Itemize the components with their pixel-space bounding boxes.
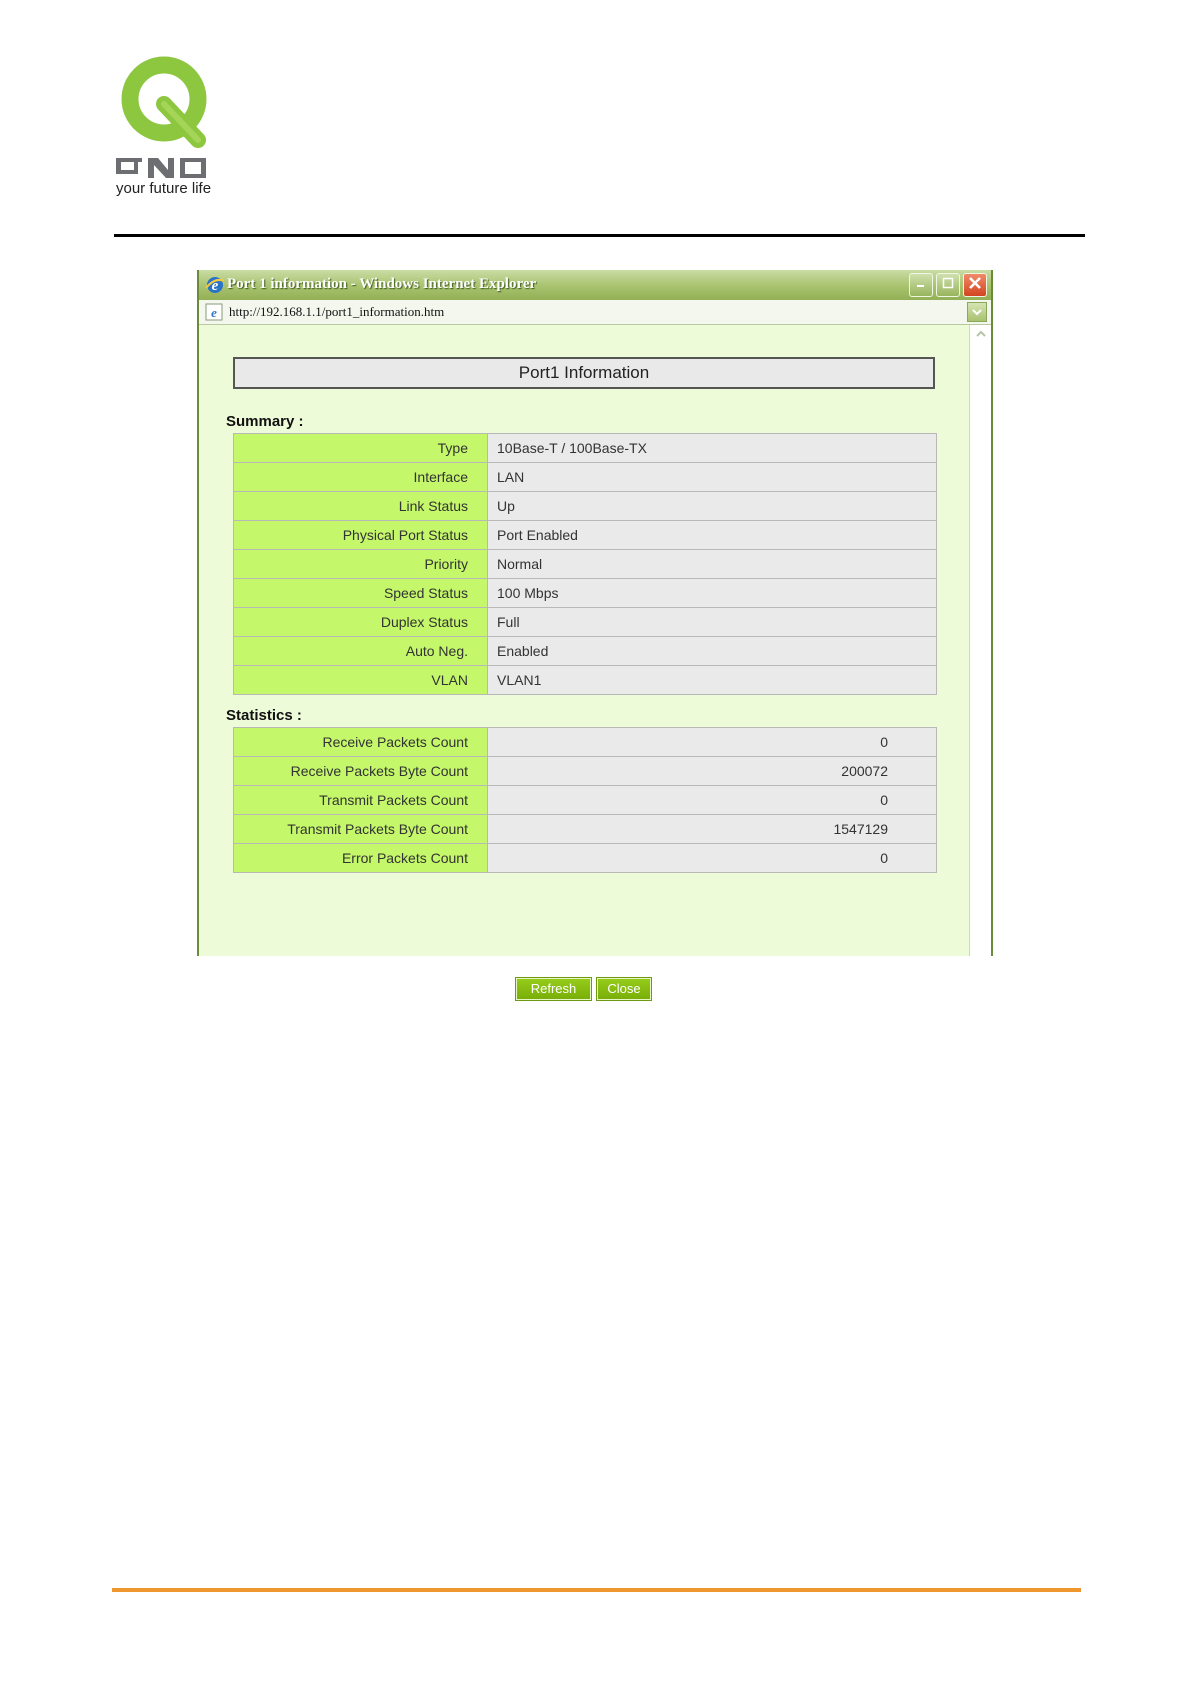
browser-window	[197, 270, 993, 996]
summary-row-value: VLAN1	[488, 666, 937, 695]
statistics-row	[234, 757, 937, 786]
logo-tagline: your future life	[116, 180, 212, 197]
summary-row	[234, 550, 937, 579]
statistics-row-label: Receive Packets Count	[234, 728, 488, 757]
summary-row-value: Port Enabled	[488, 521, 937, 550]
address-dropdown-button[interactable]	[967, 302, 987, 322]
address-url[interactable]: http://192.168.1.1/port1_information.htm	[229, 304, 445, 319]
statistics-row-label: Error Packets Count	[234, 844, 488, 873]
summary-row-value: Normal	[488, 550, 937, 579]
summary-row	[234, 666, 937, 695]
statistics-row-label: Transmit Packets Count	[234, 786, 488, 815]
page-icon	[205, 303, 223, 321]
refresh-button[interactable]: Refresh	[515, 977, 592, 1001]
summary-row	[234, 608, 937, 637]
summary-row-label: Link Status	[234, 492, 488, 521]
statistics-row	[234, 786, 937, 815]
summary-row-label: VLAN	[234, 666, 488, 695]
summary-row-value: Full	[488, 608, 937, 637]
maximize-button[interactable]	[936, 273, 960, 297]
close-window-button[interactable]	[963, 273, 987, 297]
statistics-row-label: Transmit Packets Byte Count	[234, 815, 488, 844]
svg-text:e: e	[211, 305, 217, 320]
address-bar[interactable]	[199, 300, 991, 325]
footer-rule	[112, 1588, 1081, 1592]
statistics-row-label: Receive Packets Byte Count	[234, 757, 488, 786]
summary-row-label: Priority	[234, 550, 488, 579]
statistics-row	[234, 844, 937, 873]
svg-text:e: e	[211, 278, 219, 294]
summary-row	[234, 521, 937, 550]
close-icon	[968, 276, 982, 295]
statistics-row	[234, 815, 937, 844]
summary-row-label: Physical Port Status	[234, 521, 488, 550]
statistics-row-value: 0	[488, 844, 937, 873]
summary-row-value: 100 Mbps	[488, 579, 937, 608]
summary-row-label: Interface	[234, 463, 488, 492]
summary-row	[234, 463, 937, 492]
statistics-row-value: 0	[488, 786, 937, 815]
dropdown-icon	[972, 303, 982, 321]
summary-row-label: Speed Status	[234, 579, 488, 608]
maximize-icon	[942, 276, 954, 294]
summary-row-value: LAN	[488, 463, 937, 492]
window-titlebar[interactable]	[199, 270, 991, 300]
window-title: Port 1 information - Windows Internet Explorer	[227, 276, 537, 292]
header-rule	[114, 234, 1085, 237]
summary-row	[234, 637, 937, 666]
statistics-row-value: 200072	[488, 757, 937, 786]
page-content	[199, 325, 971, 996]
minimize-icon	[915, 276, 927, 294]
statistics-row	[234, 728, 937, 757]
summary-row	[234, 579, 937, 608]
summary-row-label: Duplex Status	[234, 608, 488, 637]
ie-icon	[205, 275, 225, 295]
summary-row-value: Up	[488, 492, 937, 521]
summary-row-label: Type	[234, 434, 488, 463]
vertical-scrollbar[interactable]	[969, 325, 991, 956]
statistics-table	[233, 727, 937, 873]
page-heading: Port1 Information	[233, 357, 935, 389]
scroll-up-button[interactable]	[973, 328, 988, 340]
summary-row-value: 10Base-T / 100Base-TX	[488, 434, 937, 463]
statistics-title: Statistics :	[226, 707, 302, 724]
minimize-button[interactable]	[909, 273, 933, 297]
summary-row	[234, 434, 937, 463]
summary-row	[234, 492, 937, 521]
statistics-row-value: 0	[488, 728, 937, 757]
close-button[interactable]: Close	[596, 977, 652, 1001]
summary-title: Summary :	[226, 413, 304, 430]
scroll-up-icon	[976, 325, 986, 343]
summary-row-value: Enabled	[488, 637, 937, 666]
summary-row-label: Auto Neg.	[234, 637, 488, 666]
statistics-row-value: 1547129	[488, 815, 937, 844]
summary-table	[233, 433, 937, 695]
